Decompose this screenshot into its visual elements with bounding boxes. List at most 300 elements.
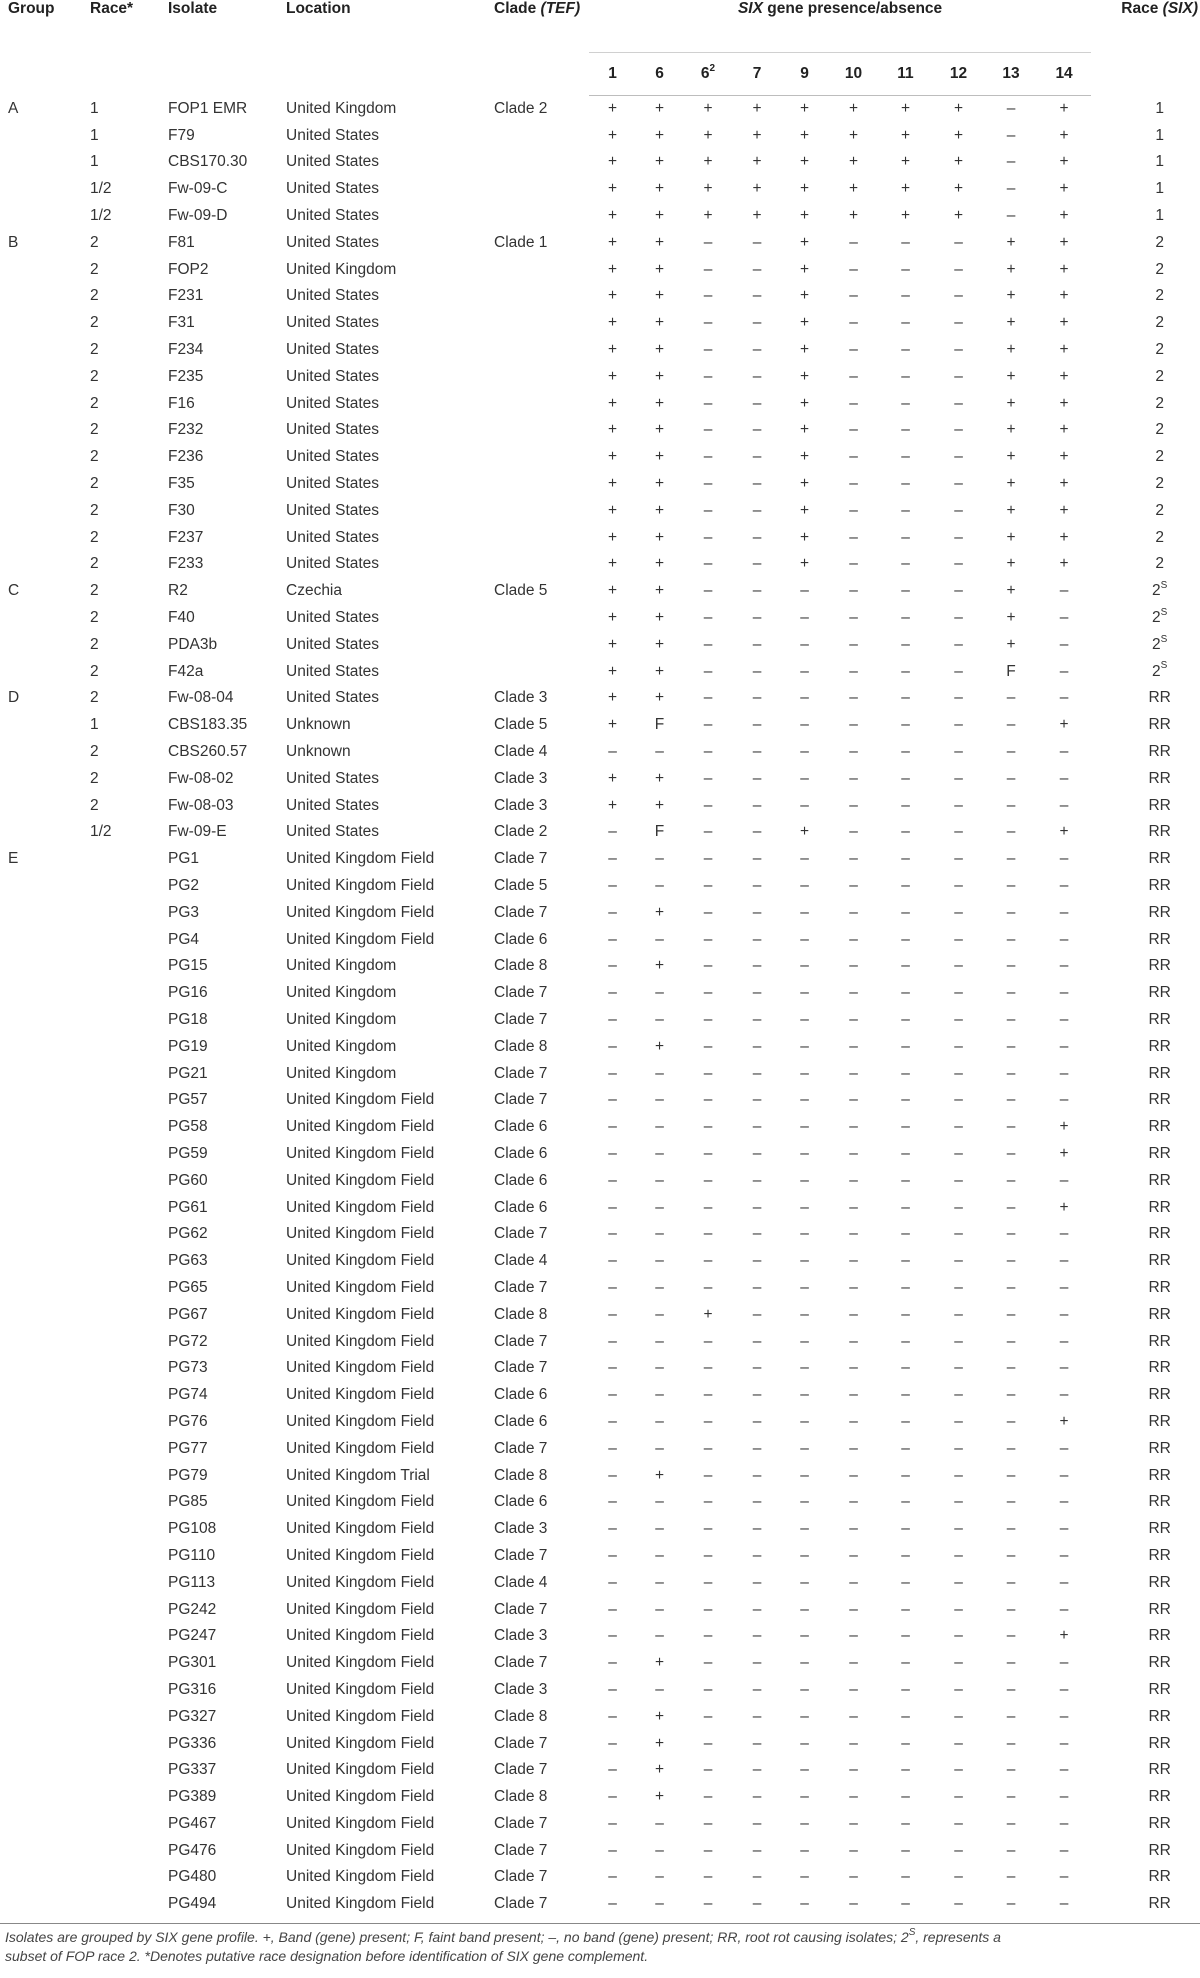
cell-six-gene: – — [800, 1118, 809, 1136]
cell-six-gene: – — [901, 1118, 910, 1136]
cell-six-gene: – — [655, 930, 664, 948]
cell-race — [86, 1757, 168, 1784]
cell-six-gene: – — [703, 716, 713, 734]
cell-six-gene: – — [752, 1573, 762, 1591]
cell-six-gene: – — [849, 1386, 858, 1404]
cell-six-gene: – — [1059, 984, 1069, 1002]
cell-race-six-value: RR — [1148, 1627, 1171, 1645]
cell-clade: Clade 5 — [494, 877, 548, 894]
cell-race-six-value: RR — [1148, 823, 1171, 841]
cell-six-gene: – — [608, 1332, 617, 1350]
cell-location: United Kingdom Field — [286, 1654, 435, 1672]
cell-isolate: R2 — [168, 582, 188, 600]
cell-location: United States — [286, 823, 380, 841]
cell-six-gene: – — [901, 1359, 910, 1377]
cell-six-gene: – — [752, 1144, 762, 1162]
cell-race: 2 — [90, 609, 99, 627]
cell-six-gene: – — [849, 555, 858, 573]
cell-six-gene: – — [954, 1305, 963, 1323]
cell-six-gene: – — [1059, 635, 1069, 653]
cell-race-six — [1091, 122, 1200, 149]
cell-race-six-value: RR — [1148, 930, 1171, 948]
cell-race-six — [1091, 337, 1200, 364]
cell-six-gene: – — [954, 314, 963, 332]
cell-race — [86, 1650, 168, 1677]
cell-group — [0, 1864, 86, 1891]
cell-six-gene: – — [800, 957, 809, 975]
cell-race-six-value: 2 — [1155, 367, 1164, 385]
cell-six-gene: – — [608, 1734, 617, 1752]
cell-clade: Clade 7 — [494, 1814, 548, 1832]
cell-six-gene: – — [1059, 877, 1069, 894]
cell-six-gene: – — [901, 501, 910, 519]
cell-six-gene: F — [654, 823, 665, 841]
cell-race-six-value: RR — [1148, 1037, 1171, 1055]
cell-race — [86, 1730, 168, 1757]
cell-six-gene: – — [608, 1386, 617, 1404]
cell-race-six — [1091, 551, 1200, 578]
cell-six-gene: – — [954, 555, 963, 573]
cell-six-gene: – — [800, 1010, 809, 1028]
cell-six-gene: + — [1059, 528, 1069, 546]
header-six-gene-label: 12 — [949, 65, 968, 82]
cell-six-gene: + — [1059, 341, 1069, 359]
cell-clade: Clade 1 — [494, 233, 548, 251]
cell-race-six-value: RR — [1148, 957, 1171, 975]
cell-six-gene: + — [900, 100, 911, 118]
cell-race-six-value: RR — [1148, 1412, 1171, 1430]
cell-race-six — [1091, 765, 1200, 792]
cell-six-gene: – — [608, 1627, 617, 1645]
cell-six-gene: – — [901, 1037, 910, 1055]
cell-six-gene: + — [654, 100, 665, 118]
cell-six-gene: + — [654, 1654, 665, 1672]
table-row — [0, 739, 1200, 766]
cell-clade: Clade 3 — [494, 1627, 548, 1645]
cell-six-gene: – — [1006, 1439, 1016, 1457]
cell-location: United Kingdom Field — [286, 1091, 435, 1109]
cell-location: United Kingdom Field — [286, 1788, 435, 1806]
header-six-gene-label: 11 — [897, 65, 914, 82]
cell-six-gene: – — [1059, 850, 1069, 868]
cell-six-gene: – — [703, 394, 713, 412]
cell-race: 1 — [90, 716, 99, 734]
cell-six-gene: – — [752, 1037, 762, 1055]
cell-six-gene: – — [608, 1091, 617, 1109]
cell-race: 2 — [90, 662, 99, 680]
cell-six-gene: – — [849, 930, 858, 948]
cell-race — [86, 1864, 168, 1891]
cell-six-gene: – — [901, 1091, 910, 1109]
cell-six-gene: + — [799, 287, 810, 305]
cell-six-gene: – — [703, 314, 713, 332]
header-race-six — [1091, 0, 1200, 96]
cell-six-gene: – — [1059, 1010, 1069, 1028]
cell-race-six-value: RR — [1148, 796, 1171, 814]
table-row — [0, 873, 1200, 900]
cell-six-gene: – — [655, 1814, 664, 1832]
cell-six-gene: + — [799, 126, 810, 144]
cell-six-gene: – — [800, 743, 809, 761]
cell-six-gene: – — [703, 1144, 713, 1162]
cell-group — [0, 1435, 86, 1462]
cell-six-gene: – — [849, 1761, 858, 1779]
cell-race — [86, 1677, 168, 1704]
cell-clade: Clade 7 — [494, 1734, 548, 1752]
header-clade — [486, 0, 589, 96]
cell-six-gene: – — [800, 1439, 809, 1457]
cell-six-gene: – — [1006, 1761, 1016, 1779]
cell-six-gene: – — [1006, 1546, 1016, 1564]
cell-clade — [486, 497, 589, 524]
cell-six-gene: – — [1059, 582, 1069, 600]
cell-group — [0, 765, 86, 792]
cell-race-six — [1091, 1516, 1200, 1543]
footnote-line-2: subset of FOP race 2. *Denotes putative race designation before identification of SIX gene complement. — [5, 1948, 649, 1964]
cell-six-gene: + — [1006, 528, 1016, 546]
header-six-gene-label: 7 — [752, 65, 762, 82]
cell-race-six-value: RR — [1148, 689, 1171, 707]
cell-isolate: PG62 — [168, 1225, 208, 1243]
cell-six-gene: – — [1006, 1037, 1016, 1055]
cell-six-gene: + — [654, 903, 665, 921]
cell-six-gene: – — [1006, 1680, 1016, 1698]
cell-six-gene: – — [655, 1841, 664, 1859]
cell-six-gene: – — [752, 957, 762, 975]
cell-six-gene: F — [654, 716, 665, 734]
cell-six-gene: – — [954, 716, 963, 734]
cell-race-six-value: RR — [1148, 1895, 1171, 1913]
cell-six-gene: – — [954, 1868, 963, 1886]
cell-six-gene: – — [703, 448, 713, 466]
cell-six-gene: + — [1059, 287, 1069, 305]
cell-six-gene: – — [1006, 1332, 1016, 1350]
cell-six-gene: – — [954, 582, 963, 600]
cell-six-gene: – — [800, 1278, 809, 1296]
cell-six-gene: – — [703, 1037, 713, 1055]
cell-location: United Kingdom Field — [286, 1118, 435, 1136]
cell-six-gene: – — [608, 743, 617, 761]
cell-six-gene: – — [800, 1359, 809, 1377]
cell-race-six — [1091, 363, 1200, 390]
cell-six-gene: – — [849, 1359, 858, 1377]
cell-location: Unknown — [286, 743, 351, 761]
cell-six-gene: – — [849, 1305, 858, 1323]
cell-six-gene: – — [954, 1118, 963, 1136]
table-row — [0, 149, 1200, 176]
cell-six-gene: – — [849, 1412, 858, 1430]
cell-six-gene: – — [1006, 1627, 1016, 1645]
cell-isolate: Fw-08-02 — [168, 769, 234, 787]
cell-six-gene: – — [655, 1493, 664, 1511]
cell-six-gene: + — [799, 153, 810, 171]
cell-race-six-value: RR — [1148, 877, 1171, 894]
cell-clade — [486, 524, 589, 551]
cell-six-gene: – — [752, 1225, 762, 1243]
cell-six-gene: – — [1006, 1814, 1016, 1832]
cell-race-six — [1091, 792, 1200, 819]
cell-race-six-value: 2 — [1151, 635, 1161, 653]
cell-race — [86, 1435, 168, 1462]
cell-six-gene: – — [901, 635, 910, 653]
cell-clade: Clade 3 — [494, 796, 548, 814]
cell-six-gene: – — [608, 957, 617, 975]
header-six-gene-label: 1 — [608, 65, 617, 82]
cell-six-gene: – — [800, 1895, 809, 1913]
cell-six-gene: – — [655, 1171, 664, 1189]
cell-six-gene: – — [752, 984, 762, 1002]
cell-six-gene: + — [607, 180, 618, 198]
header-six-gene — [932, 53, 985, 96]
cell-group — [0, 953, 86, 980]
cell-six-gene: – — [703, 796, 713, 814]
cell-race-six — [1091, 1355, 1200, 1382]
table-row — [0, 980, 1200, 1007]
cell-six-gene: + — [848, 207, 859, 225]
cell-group — [0, 792, 86, 819]
cell-race — [86, 1328, 168, 1355]
table-row — [0, 417, 1200, 444]
cell-six-gene: – — [954, 1412, 963, 1430]
cell-six-gene: – — [608, 1573, 617, 1591]
cell-six-gene: – — [954, 1895, 963, 1913]
cell-six-gene: – — [608, 1546, 617, 1564]
header-six-gene-label: 6 — [655, 65, 664, 82]
cell-race-six — [1091, 310, 1200, 337]
cell-race-six — [1091, 1167, 1200, 1194]
table-row — [0, 1811, 1200, 1838]
cell-clade: Clade 7 — [494, 1278, 548, 1296]
cell-six-gene: – — [1006, 877, 1016, 894]
cell-six-gene: – — [608, 1252, 617, 1270]
cell-location: Unknown — [286, 716, 351, 734]
cell-six-gene: – — [703, 609, 713, 627]
header-clade-label: Clade — [494, 0, 537, 17]
cell-six-gene: – — [800, 1868, 809, 1886]
cell-six-gene: – — [1006, 743, 1016, 761]
header-six-gene-label: 9 — [800, 65, 809, 82]
cell-six-gene: – — [1059, 1734, 1069, 1752]
cell-race-six-value: 2 — [1155, 528, 1164, 546]
cell-group — [0, 1221, 86, 1248]
cell-race-six-value: 2 — [1151, 609, 1161, 627]
cell-race-six — [1091, 1060, 1200, 1087]
cell-race-six-value: RR — [1148, 769, 1171, 787]
cell-six-gene: – — [849, 1278, 858, 1296]
cell-six-gene: – — [703, 1680, 713, 1698]
cell-six-gene: – — [849, 1627, 858, 1645]
cell-six-gene: – — [901, 1814, 910, 1832]
cell-group — [0, 122, 86, 149]
cell-six-gene: – — [849, 635, 858, 653]
cell-six-gene: – — [1059, 1091, 1069, 1109]
cell-six-gene: + — [607, 609, 618, 627]
cell-group: E — [8, 850, 19, 868]
cell-six-gene: – — [901, 1198, 910, 1216]
cell-six-gene: – — [849, 1064, 858, 1082]
cell-race-six — [1091, 1435, 1200, 1462]
cell-six-gene: – — [703, 1198, 713, 1216]
cell-race — [86, 1703, 168, 1730]
cell-six-gene: – — [849, 1868, 858, 1886]
cell-six-gene: – — [954, 341, 963, 359]
cell-six-gene: + — [1059, 716, 1069, 734]
cell-six-gene: – — [703, 1118, 713, 1136]
cell-six-gene: – — [954, 1654, 963, 1672]
cell-six-gene: – — [1059, 1520, 1069, 1538]
cell-six-gene: – — [1059, 1359, 1069, 1377]
cell-clade: Clade 7 — [494, 1225, 548, 1243]
cell-race-six-value: 2 — [1155, 341, 1164, 359]
cell-location: United States — [286, 501, 380, 519]
cell-six-gene: – — [849, 1654, 858, 1672]
cell-six-gene: + — [607, 367, 618, 385]
cell-race-six-value: 2 — [1155, 394, 1164, 412]
cell-six-gene: – — [752, 394, 762, 412]
cell-six-gene: – — [655, 1064, 664, 1082]
cell-clade: Clade 8 — [494, 1788, 548, 1806]
cell-clade: Clade 6 — [494, 1386, 548, 1404]
cell-six-gene: + — [1006, 448, 1016, 466]
cell-location: United Kingdom Field — [286, 1493, 435, 1511]
cell-six-gene: – — [849, 260, 858, 278]
table-row — [0, 712, 1200, 739]
table-row — [0, 551, 1200, 578]
cell-six-gene: – — [608, 877, 617, 894]
cell-six-gene: – — [1006, 1868, 1016, 1886]
cell-six-gene: – — [1059, 1171, 1069, 1189]
header-six-gene-label: 13 — [1002, 65, 1020, 82]
cell-six-gene: – — [655, 1520, 664, 1538]
cell-isolate: F16 — [168, 394, 195, 412]
cell-six-gene: – — [800, 1171, 809, 1189]
cell-six-gene: + — [799, 448, 810, 466]
cell-group — [0, 712, 86, 739]
cell-race-six — [1091, 497, 1200, 524]
cell-group — [0, 1007, 86, 1034]
cell-group — [0, 497, 86, 524]
cell-six-gene: – — [849, 1707, 858, 1725]
cell-six-gene: – — [1006, 1493, 1016, 1511]
cell-race-six — [1091, 1462, 1200, 1489]
cell-group — [0, 1543, 86, 1570]
cell-race — [86, 1516, 168, 1543]
cell-race-six — [1091, 1650, 1200, 1677]
cell-six-gene: – — [954, 957, 963, 975]
cell-six-gene: – — [608, 1064, 617, 1082]
cell-race-six-value: RR — [1148, 1654, 1171, 1672]
table-row — [0, 926, 1200, 953]
cell-clade: Clade 7 — [494, 1439, 548, 1457]
cell-six-gene: – — [849, 984, 858, 1002]
cell-six-gene: – — [901, 1761, 910, 1779]
table-row — [0, 765, 1200, 792]
cell-six-gene: – — [752, 341, 762, 359]
cell-race-six-value: RR — [1148, 1868, 1171, 1886]
cell-six-gene: + — [799, 823, 810, 841]
cell-location: United Kingdom — [286, 984, 397, 1002]
cell-six-gene: – — [1059, 1546, 1069, 1564]
cell-six-gene: – — [608, 1171, 617, 1189]
cell-clade: Clade 7 — [494, 903, 548, 921]
cell-six-gene: + — [799, 367, 810, 385]
cell-six-gene: – — [655, 1091, 664, 1109]
cell-six-gene: – — [849, 823, 858, 841]
cell-isolate: PG2 — [168, 877, 200, 894]
cell-six-gene: – — [954, 1600, 963, 1618]
cell-six-gene: – — [901, 555, 910, 573]
cell-six-gene: + — [654, 689, 665, 707]
cell-six-gene: – — [703, 555, 713, 573]
cell-race-six — [1091, 873, 1200, 900]
cell-isolate: PDA3b — [168, 635, 218, 653]
cell-six-gene: – — [608, 1412, 617, 1430]
cell-race — [86, 1007, 168, 1034]
cell-location: United States — [286, 421, 380, 439]
cell-six-gene: – — [849, 743, 858, 761]
cell-location: United Kingdom Field — [286, 1895, 435, 1913]
cell-race — [86, 1060, 168, 1087]
table-row — [0, 256, 1200, 283]
cell-six-gene: + — [654, 957, 665, 975]
cell-six-gene: – — [703, 1600, 713, 1618]
cell-six-gene: – — [1059, 1707, 1069, 1725]
cell-six-gene: – — [752, 1600, 762, 1618]
cell-group — [0, 739, 86, 766]
cell-race — [86, 1543, 168, 1570]
cell-six-gene: – — [1059, 689, 1069, 707]
cell-isolate: PG16 — [168, 984, 208, 1002]
cell-group: B — [8, 233, 19, 251]
cell-six-gene: – — [954, 528, 963, 546]
cell-six-gene: – — [703, 743, 713, 761]
cell-six-gene: + — [654, 635, 665, 653]
cell-six-gene: + — [654, 126, 665, 144]
cell-six-gene: – — [1006, 1225, 1016, 1243]
cell-six-gene: – — [800, 877, 809, 894]
cell-six-gene: – — [703, 1359, 713, 1377]
cell-six-gene: – — [849, 957, 858, 975]
cell-clade — [486, 605, 589, 632]
cell-race-six — [1091, 631, 1200, 658]
cell-isolate: FOP1 EMR — [168, 99, 248, 117]
cell-race-six-value: RR — [1148, 1707, 1171, 1725]
table-row — [0, 1596, 1200, 1623]
cell-six-gene: – — [954, 421, 963, 439]
cell-six-gene: – — [800, 1841, 809, 1859]
table-row — [0, 1087, 1200, 1114]
cell-isolate: Fw-09-C — [168, 180, 228, 198]
cell-six-gene: – — [849, 341, 858, 359]
table-row — [0, 578, 1200, 605]
cell-six-gene: – — [800, 662, 809, 680]
cell-six-gene: – — [849, 1814, 858, 1832]
table-row — [0, 229, 1200, 256]
cell-race-six — [1091, 1784, 1200, 1811]
cell-race-six-value: RR — [1148, 1278, 1171, 1296]
cell-location: United Kingdom Field — [286, 1171, 435, 1189]
cell-race: 2 — [90, 475, 99, 493]
cell-six-gene: – — [901, 260, 910, 278]
cell-six-gene: + — [752, 126, 762, 144]
cell-six-gene: + — [1059, 1144, 1069, 1162]
cell-six-gene: – — [849, 394, 858, 412]
cell-six-gene: + — [752, 207, 762, 225]
cell-group — [0, 1355, 86, 1382]
cell-location: United Kingdom — [286, 260, 397, 278]
cell-clade: Clade 8 — [494, 1037, 548, 1055]
cell-group — [0, 524, 86, 551]
